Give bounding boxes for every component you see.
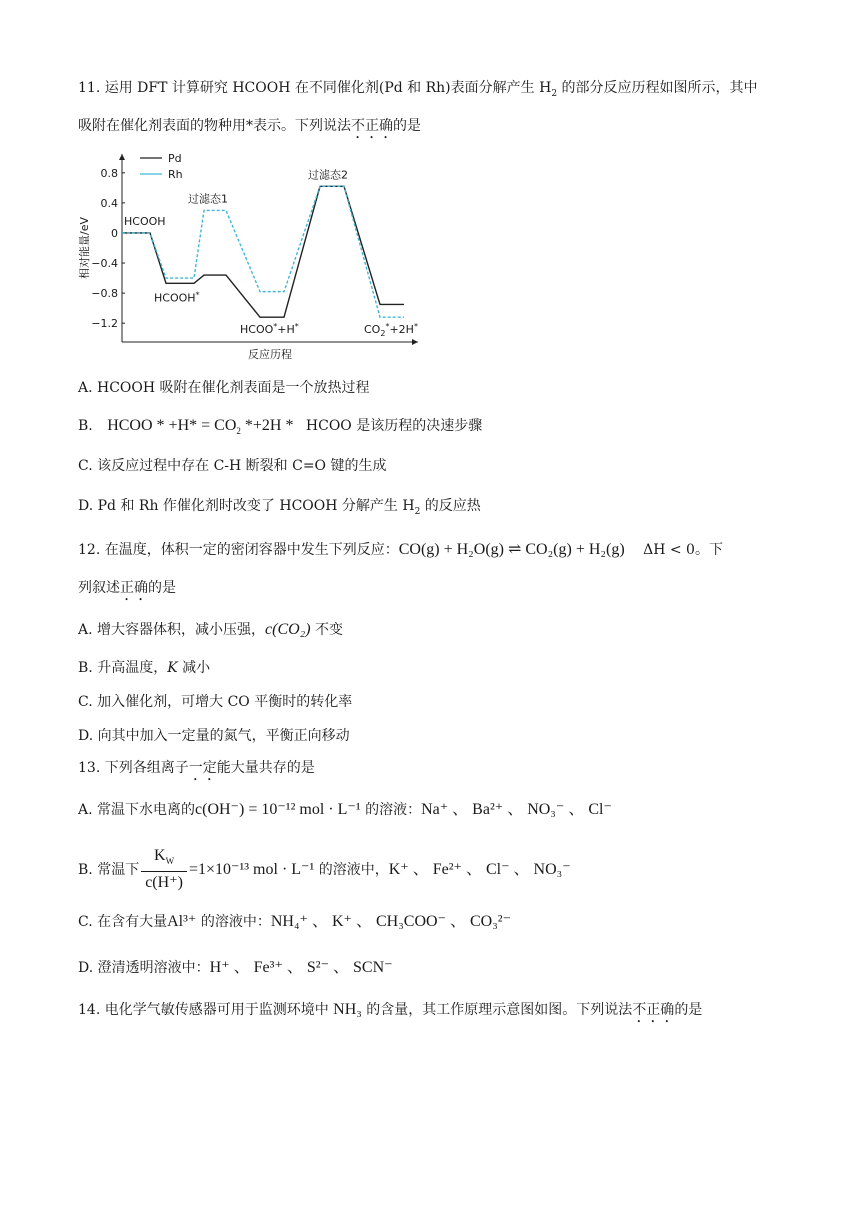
q12-option-b-text: B. 升高温度， bbox=[78, 660, 168, 676]
q11-option-d-tail: 的反应热 bbox=[420, 498, 481, 514]
label-hcooh: HCOOH bbox=[124, 214, 166, 228]
q13-option-b-mid: 的溶液中， bbox=[314, 862, 389, 879]
q11-option-d-text: D. Pd 和 Rh 作催化剂时改变了 HCOOH 分解产生 H bbox=[78, 498, 415, 514]
q11-option-d-sub: 2 bbox=[414, 506, 421, 517]
q13-option-b-numerator: K bbox=[154, 847, 166, 864]
q11-option-a-text: A. HCOOH 吸附在催化剂表面是一个放热过程 bbox=[78, 380, 370, 396]
q11-stem-line2-b: 的是 bbox=[393, 118, 421, 134]
q12-stem-line2-a: 列叙述 bbox=[78, 580, 120, 596]
label-hcooh-ads: HCOOH* bbox=[154, 290, 200, 305]
q13-option-b-numerator-sub: W bbox=[165, 856, 175, 867]
q13-option-a-math: c(OH⁻) = 10⁻¹² mol · L⁻¹ bbox=[195, 801, 361, 818]
q11-stem-text: 11. 运用 DFT 计算研究 HCOOH 在不同催化剂(Pd 和 Rh)表面分解产生 H bbox=[78, 80, 552, 96]
q14-stem-a: 14. 电化学气敏传感器可用于监测环境中 bbox=[78, 1002, 334, 1018]
q13-stem-b: 能大量共存的是 bbox=[216, 760, 315, 776]
q12-emphasis: 正确 bbox=[120, 580, 148, 596]
y-tick-label: −1.2 bbox=[91, 317, 118, 331]
y-tick-label: −0.4 bbox=[91, 257, 118, 271]
q12-stem-tail: 。下 bbox=[694, 542, 723, 558]
q13-option-d[interactable] bbox=[78, 958, 393, 978]
energy-profile-chart bbox=[78, 146, 428, 364]
q14-nh3: NH₃ bbox=[333, 1001, 362, 1018]
q13-option-b-denominator: c(H⁺) bbox=[145, 874, 183, 892]
q13-option-c[interactable] bbox=[78, 912, 511, 932]
q12-option-c[interactable] bbox=[78, 692, 352, 712]
q13-option-c-ions: NH₄⁺ 、 K⁺ 、 CH₃COO⁻ 、 CO₃²⁻ bbox=[270, 913, 512, 930]
y-axis-arrow bbox=[119, 154, 125, 160]
q13-option-a-text: A. 常温下水电离的 bbox=[78, 802, 196, 818]
legend-label-rh: Rh bbox=[168, 168, 183, 181]
q12-option-d-text: D. 向其中加入一定量的氮气，平衡正向移动 bbox=[78, 728, 350, 744]
label-hcoo-h: HCOO*+H* bbox=[240, 322, 299, 337]
q11-stem-line2 bbox=[78, 116, 421, 142]
legend-label-pd: Pd bbox=[168, 152, 182, 165]
y-axis-label: 相对能量/eV bbox=[78, 217, 91, 279]
q12-stem-text: 12. 在温度，体积一定的密闭容器中发生下列反应： bbox=[78, 542, 399, 558]
q12-enthalpy: ΔH < 0 bbox=[643, 542, 695, 558]
q11-option-b-text: HCOO 是该历程的决速步骤 bbox=[305, 418, 483, 434]
label-ts1: 过滤态1 bbox=[188, 192, 228, 206]
q11-option-b-eq-a: HCOO * +H* = CO bbox=[107, 417, 237, 434]
q13-option-c-al: Al³⁺ bbox=[167, 913, 197, 930]
q14-stem bbox=[78, 1000, 702, 1026]
q13-option-b[interactable] bbox=[78, 846, 571, 894]
q11-option-c-text: C. 该反应过程中存在 C-H 断裂和 C=O 键的生成 bbox=[78, 458, 387, 474]
q12-stem-line2 bbox=[78, 578, 176, 604]
x-axis-arrow bbox=[412, 339, 418, 345]
q13-option-b-fraction bbox=[141, 846, 187, 894]
q11-option-a[interactable] bbox=[78, 378, 370, 398]
chart-labels bbox=[124, 167, 418, 338]
y-tick-label: 0.4 bbox=[100, 196, 118, 210]
q11-emphasis: 不正确 bbox=[351, 118, 393, 134]
q12-stem-line2-b: 的是 bbox=[148, 580, 176, 596]
label-co2: $CO_2^*+2H^*$ bbox=[364, 322, 418, 339]
q12-stem-line1 bbox=[78, 540, 723, 560]
q13-option-d-ions: H⁺ 、 Fe³⁺ 、 S²⁻ 、 SCN⁻ bbox=[209, 959, 393, 976]
q11-stem-tail: 的部分反应历程如图所示，其中 bbox=[557, 80, 758, 96]
q13-stem bbox=[78, 758, 315, 784]
q11-option-b-equation bbox=[107, 417, 294, 437]
q12-option-a-math: c(CO₂) bbox=[265, 621, 311, 638]
x-axis-label: 反应历程 bbox=[248, 348, 292, 361]
q13-option-c-text: C. 在含有大量 bbox=[78, 914, 168, 930]
q12-option-a-text: A. 增大容器体积，减小压强， bbox=[78, 622, 266, 638]
q13-option-b-ions: K⁺ 、 Fe²⁺ 、 Cl⁻ 、 NO₃⁻ bbox=[388, 861, 571, 879]
q12-option-a-tail: 不变 bbox=[310, 622, 344, 638]
q13-option-d-text: D. 澄清透明溶液中： bbox=[78, 960, 210, 976]
q12-option-c-text: C. 加入催化剂，可增大 CO 平衡时的转化率 bbox=[78, 694, 353, 710]
q12-option-b-tail: 减小 bbox=[177, 660, 211, 676]
q12-option-d[interactable] bbox=[78, 726, 350, 746]
q11-stem-line1 bbox=[78, 78, 758, 104]
y-tick-label: 0 bbox=[111, 226, 118, 240]
q14-stem-b: 的含量，其工作原理示意图如图。下列说法 bbox=[361, 1002, 633, 1018]
q13-option-a-ions: Na⁺ 、 Ba²⁺ 、 NO₃⁻ 、 Cl⁻ bbox=[421, 801, 612, 818]
q13-option-b-value: =1×10⁻¹³ mol · L⁻¹ bbox=[188, 861, 315, 879]
q13-option-c-mid: 的溶液中： bbox=[196, 914, 271, 930]
q12-option-b[interactable] bbox=[78, 658, 210, 678]
y-tick-label: 0.8 bbox=[100, 166, 118, 180]
q11-option-c[interactable] bbox=[78, 456, 387, 476]
y-tick-label: −0.8 bbox=[91, 287, 118, 301]
q13-option-a-mid: 的溶液： bbox=[360, 802, 422, 818]
q13-stem-a: 13. 下列各组离子 bbox=[78, 760, 189, 776]
q11-option-b-eq-sub: 2 bbox=[236, 426, 241, 437]
q11-option-d[interactable] bbox=[78, 496, 481, 522]
q13-emphasis: 一定 bbox=[188, 760, 217, 776]
q11-h2-sub: 2 bbox=[551, 88, 558, 99]
q12-equation: CO(g) + H₂O(g) ⇌ CO₂(g) + H₂(g) bbox=[398, 541, 625, 558]
q13-option-b-text: B. 常温下 bbox=[78, 862, 140, 879]
q11-option-b-label: B. bbox=[78, 418, 93, 434]
q13-option-a[interactable] bbox=[78, 800, 612, 820]
label-ts2: 过滤态2 bbox=[308, 168, 348, 182]
q12-option-b-k: K bbox=[167, 660, 178, 676]
q14-emphasis: 不正确 bbox=[632, 1002, 675, 1018]
q12-option-a[interactable] bbox=[78, 620, 343, 640]
q14-stem-c: 的是 bbox=[674, 1002, 703, 1018]
q11-option-b-eq-tail: *+2H * bbox=[240, 417, 294, 434]
q11-option-b[interactable] bbox=[78, 416, 482, 441]
q11-stem-line2-a: 吸附在催化剂表面的物种用*表示。下列说法 bbox=[78, 118, 351, 134]
